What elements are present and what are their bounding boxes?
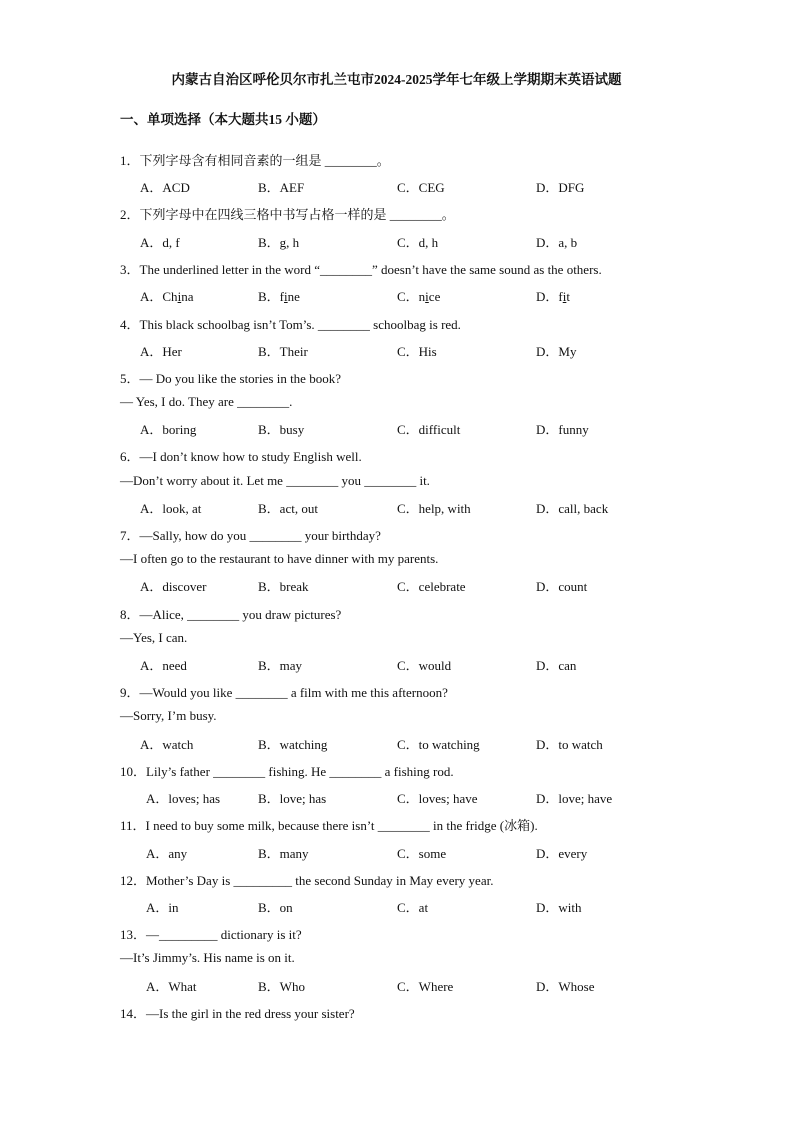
- option-b[interactable]: B．break: [258, 579, 309, 594]
- question-3-stem: 3．The underlined letter in the word “________” doesn’t have the same sound as the others.: [120, 262, 602, 277]
- option-d[interactable]: D．a, b: [536, 235, 578, 250]
- option-b[interactable]: B．Their: [258, 344, 308, 359]
- question-9-stem: 9．—Would you like ________ a film with me this afternoon?: [120, 685, 448, 700]
- option-b[interactable]: B．many: [258, 846, 309, 861]
- option-d[interactable]: D．love; have: [536, 791, 613, 806]
- option-d-prefix: D．f: [536, 289, 563, 304]
- question-8-options: [0, 655, 793, 673]
- option-b[interactable]: B．act, out: [258, 501, 318, 516]
- option-c[interactable]: C．some: [397, 846, 447, 861]
- option-d[interactable]: D．to watch: [536, 737, 603, 752]
- question-13-stem: 13．—_________ dictionary is it?: [120, 927, 302, 942]
- option-a[interactable]: A．in: [146, 900, 179, 915]
- question-2-options: [0, 232, 793, 250]
- underlined-letter: i: [284, 289, 288, 304]
- question-13-options: [0, 976, 793, 994]
- question-8-stem: 8．—Alice, ________ you draw pictures?: [120, 607, 342, 622]
- option-d[interactable]: D．call, back: [536, 501, 609, 516]
- option-d[interactable]: D．funny: [536, 422, 589, 437]
- option-a[interactable]: A．Her: [140, 344, 182, 359]
- option-b[interactable]: [258, 286, 300, 305]
- section-heading: 一、单项选择（本大题共15 小题）: [120, 112, 326, 127]
- option-a[interactable]: A．need: [140, 658, 187, 673]
- option-b[interactable]: B．love; has: [258, 791, 327, 806]
- underlined-letter: i: [562, 289, 567, 304]
- option-c[interactable]: C．CEG: [397, 180, 445, 195]
- option-b[interactable]: B．on: [258, 900, 293, 915]
- question-6-reply: —Don’t worry about it. Let me ________ you ________ it.: [120, 473, 430, 488]
- question-4-options: [0, 341, 793, 359]
- question-10-options: [0, 788, 793, 806]
- option-c[interactable]: C．to watching: [397, 737, 480, 752]
- option-c[interactable]: C．difficult: [397, 422, 461, 437]
- option-b[interactable]: B．may: [258, 658, 303, 673]
- option-c[interactable]: C．would: [397, 658, 452, 673]
- underlined-letter: i: [177, 289, 182, 304]
- option-d-suffix: t: [566, 289, 570, 304]
- option-c[interactable]: C．His: [397, 344, 437, 359]
- question-10-stem: 10．Lily’s father ________ fishing. He ________ a fishing rod.: [120, 764, 454, 779]
- question-11-stem: 11．I need to buy some milk, because there isn’t ________ in the fridge (冰箱).: [120, 818, 538, 833]
- option-d[interactable]: D．count: [536, 579, 588, 594]
- option-b[interactable]: B．g, h: [258, 235, 300, 250]
- question-7-reply: —I often go to the restaurant to have dinner with my parents.: [120, 551, 439, 566]
- question-12-stem: 12．Mother’s Day is _________ the second Sunday in May every year.: [120, 873, 494, 888]
- option-a[interactable]: A．watch: [140, 737, 194, 752]
- question-6-stem: 6．—I don’t know how to study English well.: [120, 449, 362, 464]
- question-7-stem: 7．—Sally, how do you ________ your birthday?: [120, 528, 381, 543]
- option-a[interactable]: A．look, at: [140, 501, 202, 516]
- question-4-stem: 4．This black schoolbag isn’t Tom’s. ________ schoolbag is red.: [120, 317, 461, 332]
- option-d[interactable]: D．My: [536, 344, 577, 359]
- question-11-options: [0, 843, 793, 861]
- question-8-reply: —Yes, I can.: [120, 630, 188, 645]
- question-7-options: [0, 576, 793, 594]
- option-c[interactable]: C．d, h: [397, 235, 439, 250]
- option-b[interactable]: B．watching: [258, 737, 328, 752]
- option-a-prefix: A．Ch: [140, 289, 178, 304]
- option-b-suffix: ne: [287, 289, 300, 304]
- underlined-letter: i: [425, 289, 429, 304]
- option-c[interactable]: [397, 286, 440, 305]
- option-d[interactable]: D．every: [536, 846, 588, 861]
- option-b[interactable]: B．Who: [258, 979, 305, 994]
- option-a[interactable]: A．discover: [140, 579, 207, 594]
- page-title: 内蒙古自治区呼伦贝尔市扎兰屯市2024-2025学年七年级上学期期末英语试题: [171, 72, 622, 87]
- option-d[interactable]: D．DFG: [536, 180, 585, 195]
- option-c[interactable]: C．Where: [397, 979, 454, 994]
- question-3-options: [0, 286, 793, 304]
- option-a-suffix: na: [181, 289, 194, 304]
- option-c[interactable]: C．celebrate: [397, 579, 466, 594]
- question-6-options: [0, 498, 793, 516]
- option-d[interactable]: D．Whose: [536, 979, 595, 994]
- question-1-stem: 1．下列字母含有相同音素的一组是 ________。: [120, 153, 390, 168]
- option-d[interactable]: [536, 286, 570, 305]
- option-d[interactable]: D．with: [536, 900, 582, 915]
- question-13-reply: —It’s Jimmy’s. His name is on it.: [120, 950, 295, 965]
- option-d[interactable]: D．can: [536, 658, 577, 673]
- option-b-prefix: B．f: [258, 289, 285, 304]
- option-c-suffix: ce: [428, 289, 441, 304]
- option-c[interactable]: C．at: [397, 900, 429, 915]
- option-c[interactable]: C．help, with: [397, 501, 471, 516]
- option-a[interactable]: A．What: [146, 979, 197, 994]
- option-c-prefix: C．n: [397, 289, 426, 304]
- question-9-options: [0, 734, 793, 752]
- option-a[interactable]: A．d, f: [140, 235, 180, 250]
- option-a[interactable]: A．any: [146, 846, 188, 861]
- option-a[interactable]: A．boring: [140, 422, 197, 437]
- question-5-options: [0, 419, 793, 437]
- question-5-stem: 5．— Do you like the stories in the book?: [120, 371, 341, 386]
- question-9-reply: —Sorry, I’m busy.: [120, 708, 217, 723]
- question-1-options: [0, 177, 793, 195]
- option-c[interactable]: C．loves; have: [397, 791, 478, 806]
- option-a[interactable]: A．loves; has: [146, 791, 221, 806]
- option-a[interactable]: [140, 286, 193, 305]
- question-5-reply: — Yes, I do. They are ________.: [120, 394, 293, 409]
- question-14-stem: 14．—Is the girl in the red dress your sister?: [120, 1006, 355, 1021]
- option-b[interactable]: B．AEF: [258, 180, 305, 195]
- option-a[interactable]: A．ACD: [140, 180, 190, 195]
- option-b[interactable]: B．busy: [258, 422, 305, 437]
- question-12-options: [0, 897, 793, 915]
- question-2-stem: 2．下列字母中在四线三格中书写占格一样的是 ________。: [120, 207, 455, 222]
